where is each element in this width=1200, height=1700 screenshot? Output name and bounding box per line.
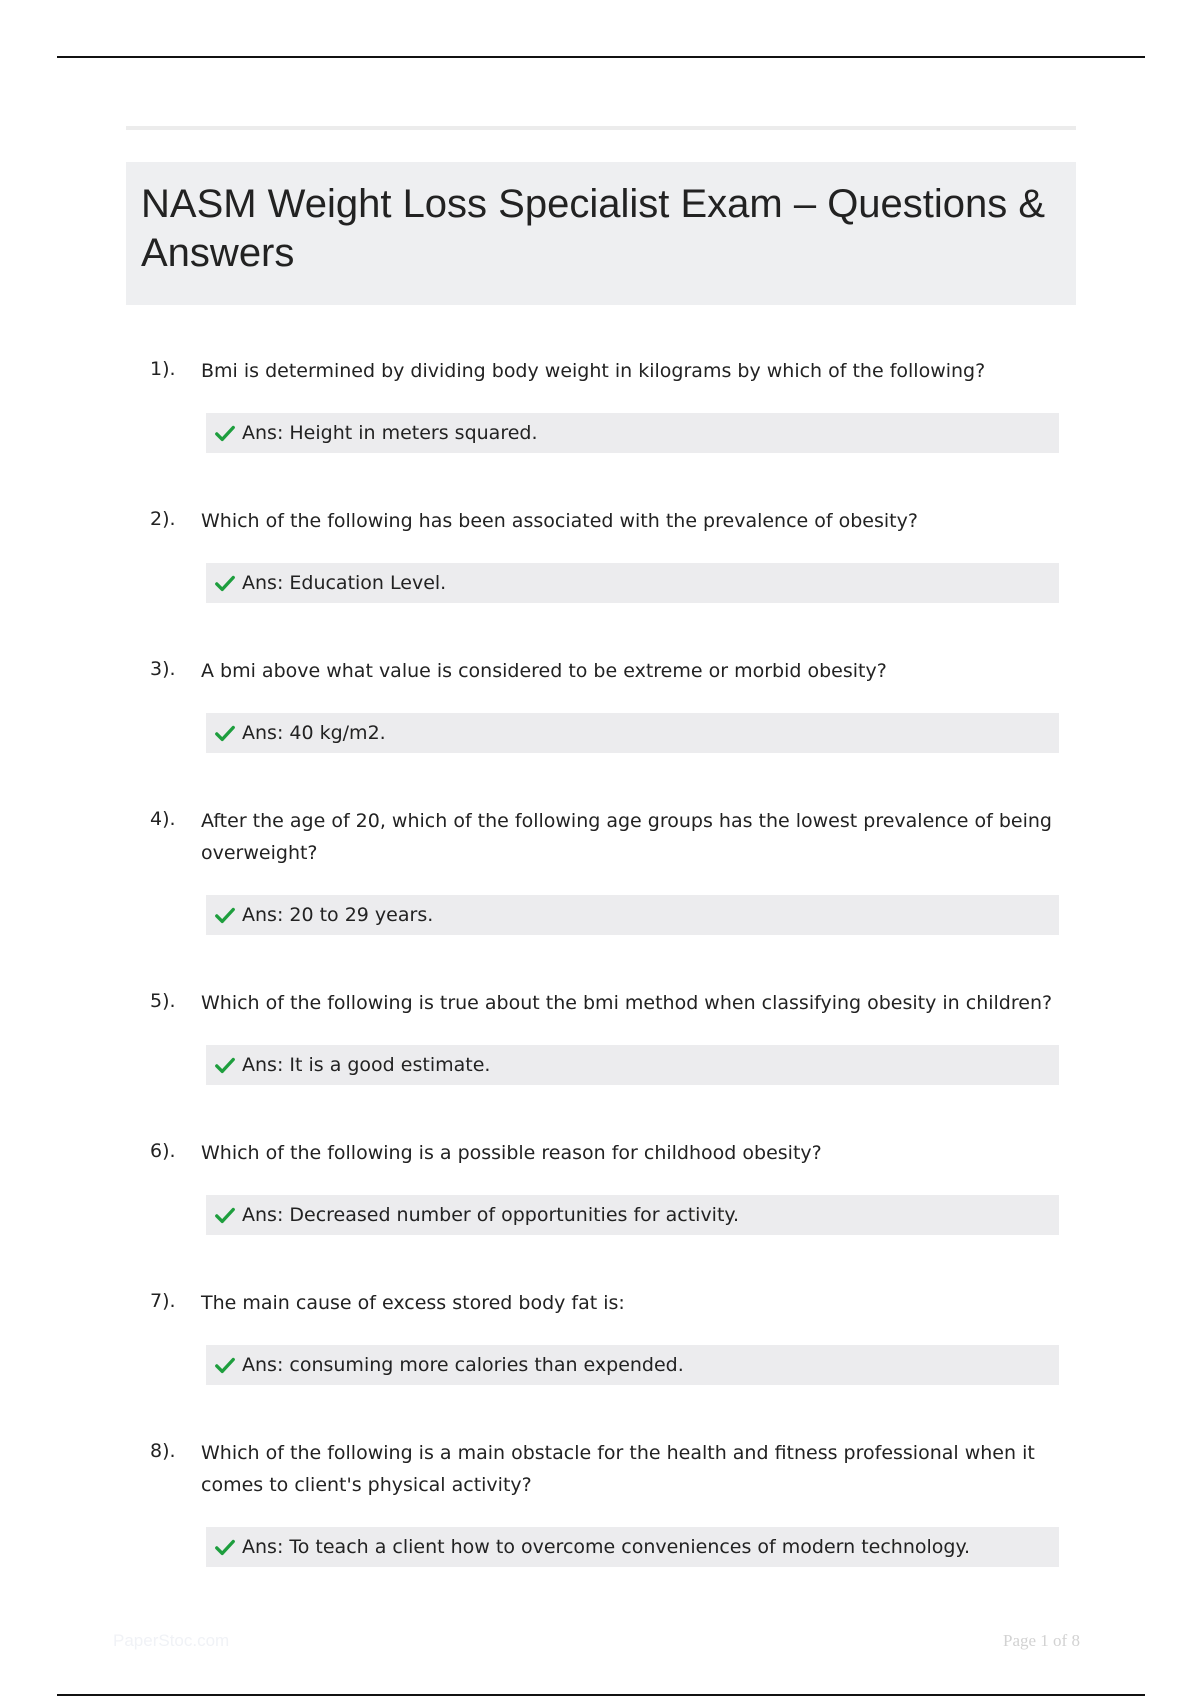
question-text: Bmi is determined by dividing body weight in kilograms by which of the following?	[201, 360, 986, 382]
question-number: 1).	[150, 358, 176, 380]
question-text: Which of the following is a main obstacle for the health and fitness professional when it comes to client's physical activity?	[201, 1442, 1035, 1496]
question-body	[201, 1287, 1076, 1385]
question-item	[126, 355, 1076, 453]
question-text: Which of the following is true about the bmi method when classifying obesity in children?	[201, 992, 1053, 1014]
top-rule	[57, 56, 1145, 58]
question-number: 6).	[150, 1140, 176, 1162]
question-text: The main cause of excess stored body fat is:	[201, 1292, 625, 1314]
page-number: Page 1 of 8	[1003, 1631, 1080, 1650]
answer-box	[206, 1195, 1059, 1235]
answer-box	[206, 413, 1059, 453]
answer-box	[206, 563, 1059, 603]
answer-box	[206, 895, 1059, 935]
answer-text: Ans: 40 kg/m2.	[242, 722, 386, 744]
question-body	[201, 805, 1076, 935]
check-icon	[214, 422, 236, 444]
answer-box	[206, 1527, 1059, 1567]
title-banner	[126, 162, 1076, 305]
question-number: 5).	[150, 990, 176, 1012]
question-number: 3).	[150, 658, 176, 680]
question-item	[126, 1437, 1076, 1567]
question-body	[201, 655, 1076, 753]
answer-text: Ans: To teach a client how to overcome conveniences of modern technology.	[242, 1536, 971, 1558]
answer-text: Ans: consuming more calories than expended.	[242, 1354, 684, 1376]
check-icon	[214, 1354, 236, 1376]
question-list	[126, 355, 1076, 1567]
answer-text: Ans: 20 to 29 years.	[242, 904, 434, 926]
check-icon	[214, 722, 236, 744]
answer-text: Ans: It is a good estimate.	[242, 1054, 491, 1076]
question-text: Which of the following is a possible reason for childhood obesity?	[201, 1142, 822, 1164]
question-body	[201, 355, 1076, 453]
question-body	[201, 1437, 1076, 1567]
check-icon	[214, 572, 236, 594]
footer-watermark: PaperStoc.com	[113, 1631, 230, 1650]
header-divider	[126, 126, 1076, 130]
question-item	[126, 655, 1076, 753]
question-item	[126, 805, 1076, 935]
check-icon	[214, 1204, 236, 1226]
answer-text: Ans: Height in meters squared.	[242, 422, 538, 444]
question-item	[126, 1287, 1076, 1385]
bottom-rule	[57, 1694, 1145, 1696]
question-body	[201, 987, 1076, 1085]
answer-text: Ans: Decreased number of opportunities for activity.	[242, 1204, 739, 1226]
question-number: 8).	[150, 1440, 176, 1462]
check-icon	[214, 1536, 236, 1558]
question-number: 7).	[150, 1290, 176, 1312]
question-item	[126, 1137, 1076, 1235]
question-body	[201, 1137, 1076, 1235]
check-icon	[214, 904, 236, 926]
answer-box	[206, 1045, 1059, 1085]
check-icon	[214, 1054, 236, 1076]
answer-box	[206, 1345, 1059, 1385]
question-text: A bmi above what value is considered to be extreme or morbid obesity?	[201, 660, 887, 682]
question-text: After the age of 20, which of the following age groups has the lowest prevalence of being overweight?	[201, 810, 1052, 864]
question-item	[126, 505, 1076, 603]
question-body	[201, 505, 1076, 603]
page-title: NASM Weight Loss Specialist Exam – Questions & Answers	[141, 182, 1046, 275]
question-number: 2).	[150, 508, 176, 530]
question-text: Which of the following has been associated with the prevalence of obesity?	[201, 510, 918, 532]
question-number: 4).	[150, 808, 176, 830]
question-item	[126, 987, 1076, 1085]
answer-box	[206, 713, 1059, 753]
answer-text: Ans: Education Level.	[242, 572, 447, 594]
